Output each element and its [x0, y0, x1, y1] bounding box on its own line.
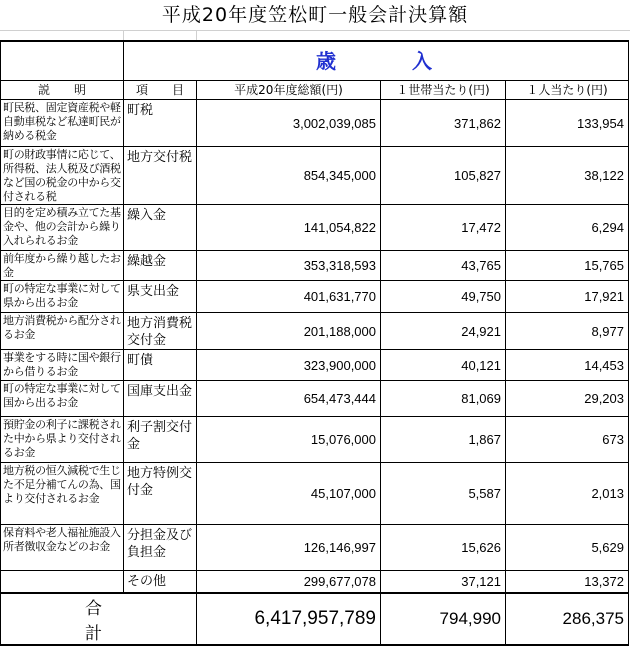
column-header-per-household: １世帯当たり(円): [381, 81, 506, 100]
description-cell: 町民税、固定資産税や軽自動車税など私達町民が納める税金: [1, 100, 124, 147]
total-amount-cell: 353,318,593: [197, 251, 381, 281]
description-cell: 事業をする時に国や銀行から借りるお金: [1, 350, 124, 381]
column-header-per-person: １人当たり(円): [506, 81, 629, 100]
column-header-item: 項 目: [124, 81, 197, 100]
total-amount-cell: 401,631,770: [197, 281, 381, 313]
per-household-cell: 43,765: [381, 251, 506, 281]
total-amount-cell: 854,345,000: [197, 147, 381, 205]
table-row: [1, 525, 629, 571]
item-cell: 町税: [124, 100, 197, 147]
table-row: [1, 313, 629, 350]
total-label: 合計: [1, 593, 197, 645]
table-row: [1, 281, 629, 313]
per-household-cell: 15,626: [381, 525, 506, 571]
total-amount-cell: 3,002,039,085: [197, 100, 381, 147]
total-amount-cell: 299,677,078: [197, 571, 381, 593]
item-cell: 地方消費税交付金: [124, 313, 197, 350]
per-person-cell: 673: [506, 417, 629, 463]
section-title: 歳 入: [316, 49, 436, 73]
total-amount-cell: 201,188,000: [197, 313, 381, 350]
sheet-gridline: [123, 30, 124, 40]
total-per-household: 794,990: [381, 593, 506, 645]
table-row: [1, 417, 629, 463]
per-household-cell: 1,867: [381, 417, 506, 463]
description-cell: 目的を定め積み立てた基金や、他の会計から繰り入れられるお金: [1, 205, 124, 251]
per-person-cell: 14,453: [506, 350, 629, 381]
per-person-cell: 8,977: [506, 313, 629, 350]
per-household-cell: 49,750: [381, 281, 506, 313]
per-household-cell: 105,827: [381, 147, 506, 205]
sheet-gridline: [196, 30, 197, 40]
per-household-cell: 5,587: [381, 463, 506, 525]
table-row: [1, 571, 629, 593]
table-row: [1, 100, 629, 147]
description-cell: 地方消費税から配分されるお金: [1, 313, 124, 350]
per-person-cell: 13,372: [506, 571, 629, 593]
item-cell: 国庫支出金: [124, 381, 197, 417]
per-household-cell: 40,121: [381, 350, 506, 381]
total-amount-cell: 45,107,000: [197, 463, 381, 525]
table-row: [1, 251, 629, 281]
table-row: [1, 381, 629, 417]
per-household-cell: 17,472: [381, 205, 506, 251]
table-row: [1, 147, 629, 205]
description-cell: 町の特定な事業に対して国から出るお金: [1, 381, 124, 417]
description-cell: 町の特定な事業に対して県から出るお金: [1, 281, 124, 313]
per-person-cell: 133,954: [506, 100, 629, 147]
column-header-description: 説 明: [1, 81, 124, 100]
item-cell: その他: [124, 571, 197, 593]
per-household-cell: 24,921: [381, 313, 506, 350]
description-cell: [1, 571, 124, 593]
total-amount-cell: 126,146,997: [197, 525, 381, 571]
column-header-total: 平成20年度総額(円): [197, 81, 381, 100]
per-person-cell: 17,921: [506, 281, 629, 313]
item-cell: 繰入金: [124, 205, 197, 251]
column-header-row: [1, 81, 629, 100]
item-cell: 利子割交付金: [124, 417, 197, 463]
per-person-cell: 29,203: [506, 381, 629, 417]
revenue-table: [0, 40, 629, 646]
table-row: [1, 350, 629, 381]
per-person-cell: 5,629: [506, 525, 629, 571]
blank-header-cell: [1, 41, 124, 81]
item-cell: 地方特例交付金: [124, 463, 197, 525]
per-household-cell: 37,121: [381, 571, 506, 593]
total-per-person: 286,375: [506, 593, 629, 645]
table-row: [1, 463, 629, 525]
per-person-cell: 38,122: [506, 147, 629, 205]
total-amount: 6,417,957,789: [197, 593, 381, 645]
total-amount-cell: 141,054,822: [197, 205, 381, 251]
table-row: [1, 205, 629, 251]
description-cell: 預貯金の利子に課税された中から県より交付されるお金: [1, 417, 124, 463]
item-cell: 分担金及び負担金: [124, 525, 197, 571]
item-cell: 繰越金: [124, 251, 197, 281]
total-amount-cell: 15,076,000: [197, 417, 381, 463]
item-cell: 県支出金: [124, 281, 197, 313]
item-cell: 地方交付税: [124, 147, 197, 205]
per-household-cell: 81,069: [381, 381, 506, 417]
description-cell: 地方税の恒久減税で生じた不足分補てんの為、国より交付されるお金: [1, 463, 124, 525]
total-amount-cell: 323,900,000: [197, 350, 381, 381]
total-amount-cell: 654,473,444: [197, 381, 381, 417]
description-cell: 保育料や老人福祉施設入所者徴収金などのお金: [1, 525, 124, 571]
per-person-cell: 2,013: [506, 463, 629, 525]
description-cell: 町の財政事情に応じて、所得税、法人税及び酒税など国の税金の中から交付される税: [1, 147, 124, 205]
item-cell: 町債: [124, 350, 197, 381]
per-person-cell: 15,765: [506, 251, 629, 281]
page-title: 平成20年度笠松町一般会計決算額: [161, 4, 469, 26]
section-header: [124, 41, 629, 81]
description-cell: 前年度から繰り越したお金: [1, 251, 124, 281]
per-person-cell: 6,294: [506, 205, 629, 251]
sheet-gridline: [0, 30, 630, 31]
per-household-cell: 371,862: [381, 100, 506, 147]
